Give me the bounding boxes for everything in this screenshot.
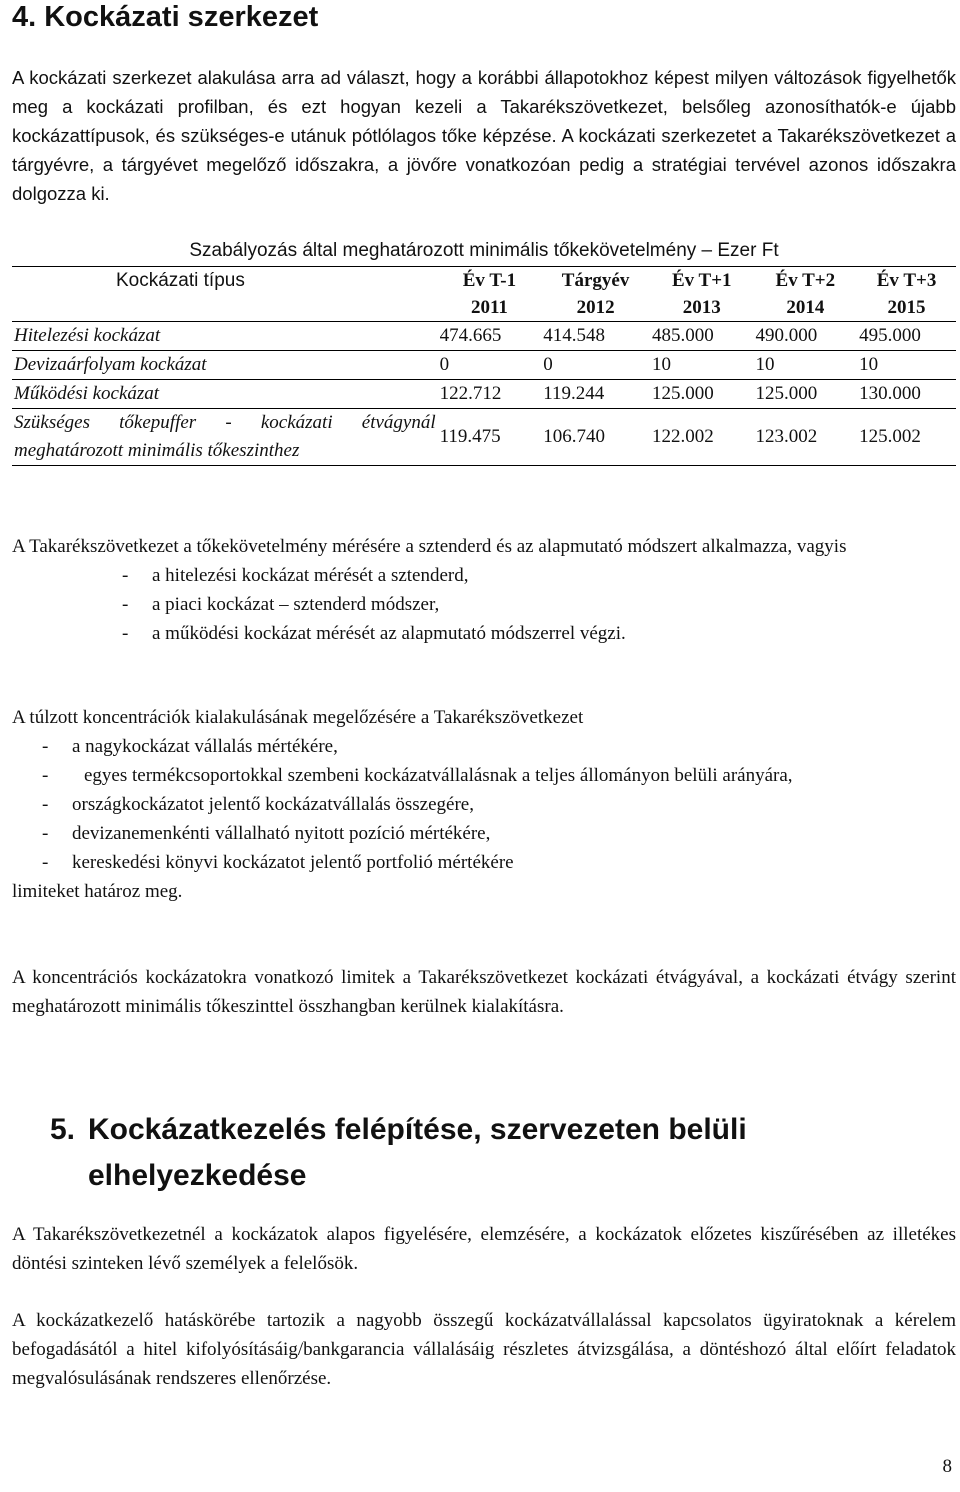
value-cell: 10 — [650, 351, 754, 380]
list-item: - a nagykockázat vállalás mértékére, — [42, 732, 956, 761]
list-item: - a működési kockázat mérését az alapmutató módszerrel végzi. — [122, 619, 956, 648]
value-cell: 474.665 — [438, 322, 542, 351]
list-item: - a piaci kockázat – sztenderd módszer, — [122, 590, 956, 619]
risk-type-cell: Működési kockázat — [12, 380, 438, 409]
section-title: Kockázatkezelés felépítése, szervezeten belüli elhelyezkedése — [88, 1113, 747, 1192]
column-header: Év T+1 2013 — [650, 267, 754, 322]
list-item: - kereskedési könyvi kockázatot jelentő portfolió mértékére — [42, 848, 956, 877]
value-cell: 122.712 — [438, 380, 542, 409]
page-number: 8 — [942, 1456, 952, 1477]
table-row — [12, 409, 956, 466]
value-cell: 125.002 — [857, 409, 956, 466]
column-header: Tárgyév 2012 — [541, 267, 650, 322]
column-header: Év T+3 2015 — [857, 267, 956, 322]
list-item: - devizanemenkénti vállalható nyitott pozíció mértékére, — [42, 819, 956, 848]
responsibility-paragraph: A Takarékszövetkezetnél a kockázatok alapos figyelésére, elemzésére, a kockázatok előzetes kiszűrésében az illetékes döntési szinteken lévő személyek a felelősök. — [12, 1224, 956, 1274]
intro-paragraph — [12, 63, 956, 208]
concentration-outro: limiteket határoz meg. — [12, 881, 183, 902]
method-intro: A Takarékszövetkezet a tőkekövetelmény mérésére a sztenderd és az alapmutató módszert alkalmazza, vagyis — [12, 536, 847, 557]
value-cell: 10 — [754, 351, 858, 380]
section-heading: 4. Kockázati szerkezet — [12, 1, 319, 33]
type-header: Kockázati típus — [12, 267, 438, 322]
list-item: - országkockázatot jelentő kockázatvállalás összegére, — [42, 790, 956, 819]
list-item: - a hitelezési kockázat mérését a sztenderd, — [122, 561, 956, 590]
method-list — [122, 561, 956, 648]
limits-paragraph: A koncentrációs kockázatokra vonatkozó limitek a Takarékszövetkezet kockázati étvágyával, a kockázati étvágy szerint meghatározott minimális tőkeszinttel összhangban kerülnek kialakításra. — [12, 967, 956, 1017]
table-row — [12, 322, 956, 351]
value-cell: 119.244 — [541, 380, 650, 409]
concentration-intro: A túlzott koncentrációk kialakulásának megelőzésére a Takarékszövetkezet — [12, 707, 584, 728]
method-block — [12, 532, 956, 648]
value-cell: 123.002 — [754, 409, 858, 466]
column-header: Év T+2 2014 — [754, 267, 858, 322]
value-cell: 0 — [541, 351, 650, 380]
list-item: - egyes termékcsoportokkal szembeni kockázatvállalásnak a teljes állományon belüli arányára, — [42, 761, 956, 790]
value-cell: 119.475 — [438, 409, 542, 466]
intro-sentence-1: A kockázati szerkezet alakulása arra ad választ, hogy a korábbi állapotokhoz képest milyen változások figyelhetők meg a kockázati profilban, és ezt hogyan kezeli a Takarékszövetkezet, belsőleg azonosíthatók-e újabb kockázattípusok, és szükséges-e utánuk pótlólagos tőke képzése. — [12, 67, 956, 146]
concentration-list — [42, 732, 956, 877]
intro-sentence-2: A kockázati szerkezetet a Takarékszövetkezet a tárgyévre, a tárgyévet megelőző időszakra, a jövőre vonatkozóan pedig a stratégiai tervével azonos időszakra dolgozza ki. — [12, 125, 956, 204]
value-cell: 125.000 — [650, 380, 754, 409]
value-cell: 0 — [438, 351, 542, 380]
value-cell: 485.000 — [650, 322, 754, 351]
table-row — [12, 380, 956, 409]
table-title: Szabályozás által meghatározott minimális tőkekövetelmény – Ezer Ft — [12, 236, 956, 267]
table-header-row — [12, 267, 956, 322]
section-number: 5. — [50, 1113, 76, 1146]
value-cell: 106.740 — [541, 409, 650, 466]
value-cell: 414.548 — [541, 322, 650, 351]
column-header: Év T-1 2011 — [438, 267, 542, 322]
section-heading — [50, 1107, 848, 1199]
concentration-block — [12, 703, 956, 906]
value-cell: 130.000 — [857, 380, 956, 409]
risk-type-cell: Hitelezési kockázat — [12, 322, 438, 351]
value-cell: 125.000 — [754, 380, 858, 409]
capital-requirement-table — [12, 267, 956, 466]
risk-type-cell: Szükséges tőkepuffer - kockázati étvágynál meghatározott minimális tőkeszinthez — [12, 409, 438, 466]
table-row — [12, 351, 956, 380]
value-cell: 495.000 — [857, 322, 956, 351]
value-cell: 122.002 — [650, 409, 754, 466]
value-cell: 490.000 — [754, 322, 858, 351]
risk-manager-paragraph: A kockázatkezelő hatáskörébe tartozik a nagyobb összegű kockázatvállalással kapcsolatos ügyiratoknak a kérelem befogadásától a hitel kifolyósításáig/bankgarancia vállalásáig részletes átvizsgálása, a döntéshozó által előírt feladatok megvalósulásának rendszeres ellenőrzése. — [12, 1310, 956, 1389]
value-cell: 10 — [857, 351, 956, 380]
risk-type-cell: Devizaárfolyam kockázat — [12, 351, 438, 380]
